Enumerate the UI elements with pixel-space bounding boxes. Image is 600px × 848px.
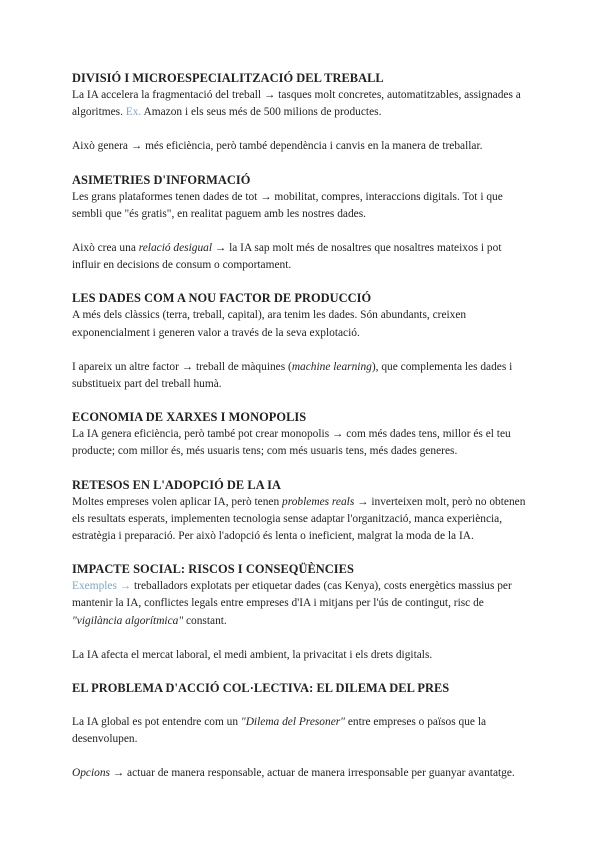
paragraph: Les grans plataformes tenen dades de tot → mobilitat, compres, interaccions digitals. Tot i que sembli que "és gratis", en realitat paguem amb les nostres dades. bbox=[72, 190, 503, 220]
text-run: constant. bbox=[183, 614, 227, 627]
text-run: → inverteixen molt, però no obtenen els resultats esperats, implementen tecnologia sense adaptar l'organització, manca experiència, estratègia i preparació. Per això l'adopció és lenta o ineficient, malgrat la moda de la IA. bbox=[72, 495, 526, 543]
text-run: treballadors explotats per etiquetar dades (cas Kenya), costs energètics massius per mantenir la IA, conflictes legals entre empreses d'IA i mitjans per l'ús de contingut, risc de bbox=[72, 580, 512, 610]
example-label: Ex. bbox=[125, 106, 142, 119]
paragraph: La IA afecta el mercat laboral, el medi ambient, la privacitat i els drets digitals. bbox=[72, 648, 433, 661]
paragraph bbox=[72, 765, 528, 782]
paragraph bbox=[72, 714, 528, 748]
emphasis: machine learning bbox=[291, 360, 372, 373]
paragraph bbox=[72, 359, 528, 393]
emphasis: "Dilema del Presoner" bbox=[240, 716, 345, 729]
section-heading: DIVISIÓ I MICROESPECIALITZACIÓ DEL TREBALL bbox=[72, 71, 384, 85]
text-run: I apareix un altre factor → treball de màquines ( bbox=[72, 360, 292, 373]
paragraph bbox=[72, 494, 528, 546]
emphasis: Opcions bbox=[72, 767, 110, 780]
text-run: La IA global es pot entendre com un bbox=[72, 716, 241, 729]
section-heading: ECONOMIA DE XARXES I MONOPOLIS bbox=[72, 410, 307, 425]
paragraph: Això genera → més eficiència, però també dependència i canvis en la manera de treballar. bbox=[72, 140, 483, 153]
text-run: ), que complementa les dades i substitueix part del treball humà. bbox=[72, 360, 513, 391]
section-heading: LES DADES COM A NOU FACTOR DE PRODUCCIÓ bbox=[72, 291, 372, 306]
section-heading: RETESOS EN L'ADOPCIÓ DE LA IA bbox=[72, 477, 282, 492]
text-run: La IA accelera la fragmentació del treball → tasques molt concretes, automatitzables, assignades a algoritmes. bbox=[72, 89, 521, 119]
example-label: Exemples → bbox=[72, 580, 132, 593]
paragraph: La IA genera eficiència, però també pot crear monopolis → com més dades tens, millor és el teu producte; com millor és, més usuaris tens; com més usuaris tens, més dades generes. bbox=[72, 428, 511, 458]
emphasis: "vigilància algorítmica" bbox=[72, 614, 184, 627]
text-run: Amazon i els seus més de 500 milions de productes. bbox=[141, 106, 382, 119]
paragraph bbox=[72, 87, 528, 121]
text-run: → actuar de manera responsable, actuar de manera irresponsable per guanyar avantatge. bbox=[109, 767, 515, 780]
text-run: Moltes empreses volen aplicar IA, però tenen bbox=[72, 495, 283, 508]
paragraph bbox=[72, 240, 528, 274]
text-run: → la IA sap molt més de nosaltres que nosaltres mateixos i pot influir en decisions de consum o comportament. bbox=[72, 242, 502, 272]
text-run: Això crea una bbox=[72, 242, 139, 255]
paragraph: A més dels clàssics (terra, treball, capital), ara tenim les dades. Són abundants, creixen exponencialment i generen valor a través de la seva explotació. bbox=[72, 309, 467, 339]
section-heading: IMPACTE SOCIAL: RISCOS I CONSEQÜÈNCIES bbox=[72, 562, 354, 577]
emphasis: relació desigual bbox=[138, 242, 213, 255]
document-content bbox=[72, 70, 528, 783]
section-heading: ASIMETRIES D'INFORMACIÓ bbox=[72, 172, 251, 187]
text-run: entre empreses o països que la desenvolupen. bbox=[72, 716, 487, 746]
emphasis: problemes reals bbox=[282, 495, 355, 508]
section-heading: EL PROBLEMA D'ACCIÓ COL·LECTIVA: EL DILEMA DEL PRES bbox=[72, 681, 450, 696]
paragraph bbox=[72, 578, 528, 630]
